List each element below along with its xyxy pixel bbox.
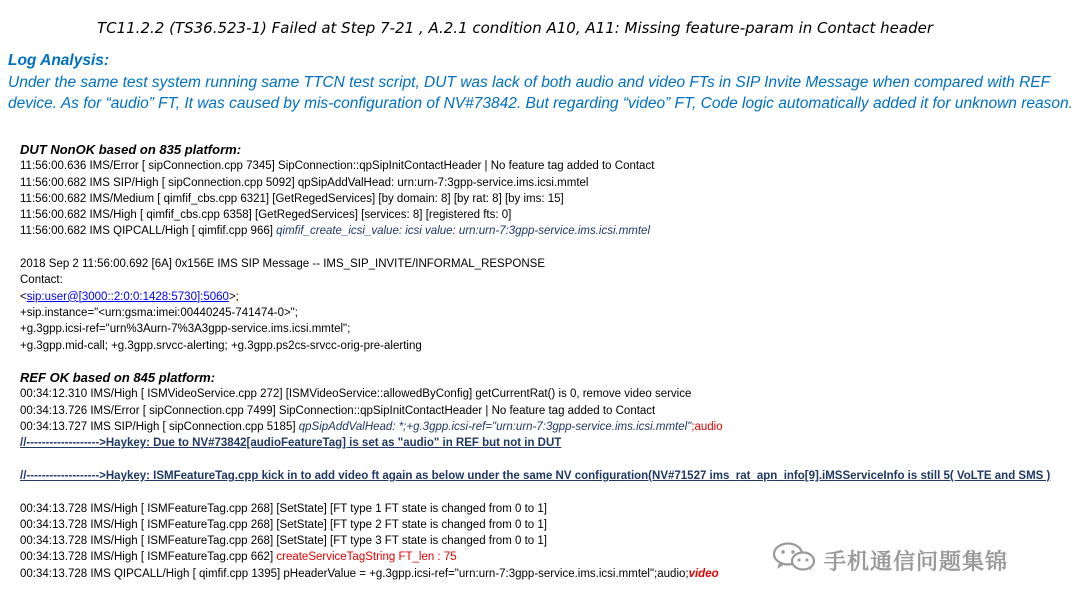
log-line: 00:34:12.310 IMS/High [ ISMVideoService.cpp 272] [ISMVideoService::allowedByConfig] getCurrentRat() is 0, remove video service [20, 388, 692, 401]
log-line-prefix: 00:34:13.728 IMS/High [ ISMFeatureTag.cpp 662] [20, 551, 277, 564]
log-line: 11:56:00.682 IMS SIP/High [ sipConnection.cpp 5092] qpSipAddValHead: urn:urn-7:3gpp-service.ims.icsi.mmtel [20, 176, 589, 189]
ft-len-text: createServiceTagString FT_len : 75 [276, 551, 457, 564]
log-line: 00:34:13.728 IMS/High [ ISMFeatureTag.cpp 268] [SetState] [FT type 2 FT state is changed from 0 to 1] [20, 518, 547, 531]
icsi-value-text: qimfif_create_icsi_value: icsi value: urn:urn-7:3gpp-service.ims.icsi.mmtel [276, 225, 651, 238]
contact-param: +g.3gpp.icsi-ref="urn%3Aurn-7%3A3gpp-service.ims.icsi.mmtel"; [20, 323, 351, 336]
log-line: 11:56:00.682 IMS/Medium [ qimfif_cbs.cpp 6321] [GetRegedServices] [by domain: 8] [by rat: 8] [by ims: 15] [20, 192, 564, 205]
video-tag-text: video [688, 567, 719, 580]
contact-param: +sip.instance="<urn:gsma:imei:00440245-741474-0>"; [20, 306, 298, 319]
page-title: TC11.2.2 (TS36.523-1) Failed at Step 7-21 , A.2.1 condition A10, A11: Missing feature-param in Contact header [96, 19, 934, 37]
log-analysis [8, 50, 1074, 115]
log-line: 11:56:00.682 IMS/High [ qimfif_cbs.cpp 6358] [GetRegedServices] [services: 8] [registered fts: 0] [20, 209, 512, 222]
watermark [772, 544, 1008, 576]
log-line-prefix: 11:56:00.682 IMS QIPCALL/High [ qimfif.cpp 966] [20, 225, 277, 238]
note-video: //------------------->Haykey: ISMFeatureTag.cpp kick in to add video ft again as below under the same NV configuration(NV#71527 ims_rat_apn_info[9].iMSServiceInfo is still 5( VoLTE and SMS ) [20, 469, 1051, 482]
wechat-icon [772, 542, 816, 578]
audio-tag-text: ;audio [691, 421, 723, 434]
log-line-prefix: 00:34:13.728 IMS QIPCALL/High [ qimfif.cpp 1395] pHeaderValue = +g.3gpp.icsi-ref="urn:urn-7:3gpp-service.ims.icsi.mmtel";audio; [20, 567, 689, 580]
contact-open: < [20, 290, 27, 303]
sip-add-val-text: qpSipAddValHead: *;+g.3gpp.icsi-ref="urn:urn-7:3gpp-service.ims.icsi.mmtel" [298, 421, 692, 434]
log-line: 00:34:13.726 IMS/Error [ sipConnection.cpp 7499] SipConnection::qpSipInitContactHeader | No feature tag added to Contact [20, 404, 656, 417]
contact-uri-line [20, 289, 1080, 305]
log-line [20, 419, 1080, 435]
log-line: 00:34:13.728 IMS/High [ ISMFeatureTag.cpp 268] [SetState] [FT type 1 FT state is changed from 0 to 1] [20, 502, 547, 515]
log-line: 11:56:00.636 IMS/Error [ sipConnection.cpp 7345] SipConnection::qpSipInitContactHeader | No feature tag added to Contact [20, 160, 655, 173]
log-excerpt [20, 142, 1080, 582]
log-line: 00:34:13.728 IMS/High [ ISMFeatureTag.cpp 268] [SetState] [FT type 3 FT state is changed from 0 to 1] [20, 535, 547, 548]
dut-heading: DUT NonOK based on 835 platform: [20, 142, 242, 157]
log-analysis-heading: Log Analysis: [8, 52, 110, 69]
contact-label: Contact: [20, 274, 63, 287]
log-line-prefix: 00:34:13.727 IMS SIP/High [ sipConnection.cpp 5185] [20, 421, 299, 434]
note-audio: //------------------->Haykey: Due to NV#73842[audioFeatureTag] is set as "audio" in REF but not in DUT [20, 437, 562, 450]
ref-heading: REF OK based on 845 platform: [20, 370, 216, 386]
sip-message-header: 2018 Sep 2 11:56:00.692 [6A] 0x156E IMS SIP Message -- IMS_SIP_INVITE/INFORMAL_RESPONSE [20, 258, 545, 271]
watermark-text: 手机通信问题集锦 [824, 548, 1009, 574]
contact-uri-link[interactable]: sip:user@[3000::2:0:0:1428:5730]:5060 [26, 290, 229, 303]
log-analysis-body: Under the same test system running same TTCN test script, DUT was lack of both audio and video FTs in SIP Invite Message when compared with REF device. As for “audio” FT, It was caused by mis-configuration of NV#73842. But regarding “video” FT, Code logic automatically added it for unknown reason. [8, 73, 1073, 112]
contact-param: +g.3gpp.mid-call; +g.3gpp.srvcc-alerting; +g.3gpp.ps2cs-srvcc-orig-pre-alerting [20, 339, 422, 352]
contact-close: >; [228, 290, 239, 303]
log-line [20, 223, 1080, 239]
